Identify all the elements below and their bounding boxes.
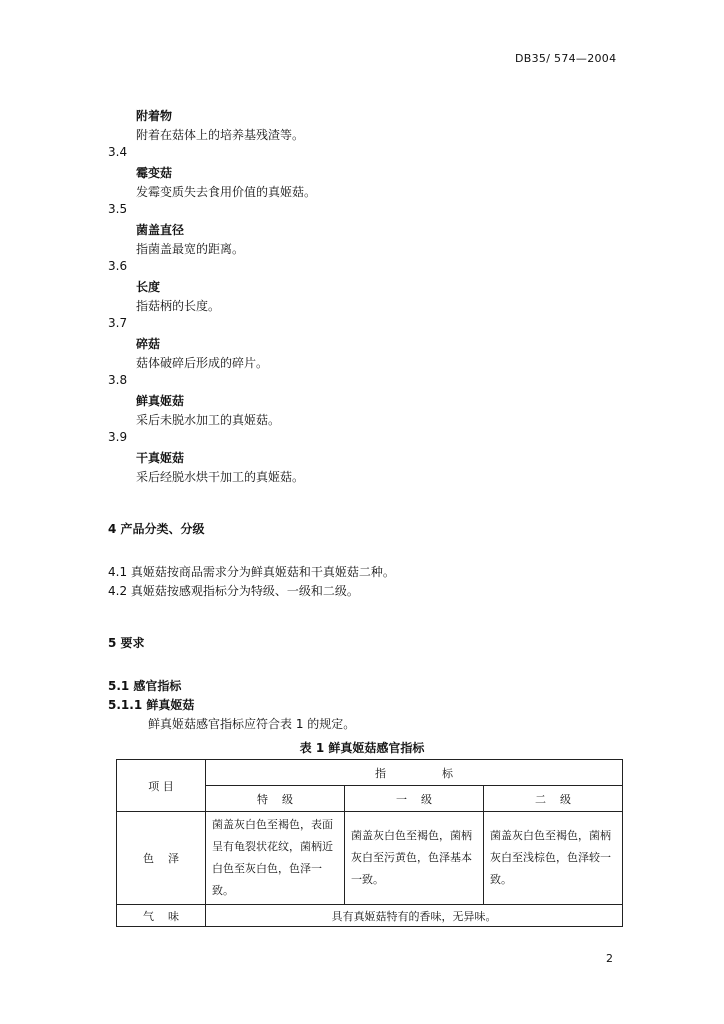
grade-header-cell: 特 级 — [206, 786, 345, 812]
table-caption: 表 1 鲜真姬菇感官指标 — [299, 741, 425, 755]
table-cell: 菌盖灰白色至褐色，表面呈有龟裂状花纹，菌柄近白色至灰白色，色泽一致。 — [206, 812, 345, 905]
term-title: 碎菇 — [136, 337, 161, 351]
term-title: 干真姬菇 — [136, 451, 185, 465]
term-title: 菌盖直径 — [136, 223, 185, 237]
grade-header-cell: 二 级 — [484, 786, 623, 812]
row-label-cell: 气 味 — [117, 905, 206, 927]
page-number: 2 — [606, 952, 613, 965]
item-header-cell: 项 目 — [117, 760, 206, 812]
term-definition: 菇体破碎后形成的碎片。 — [136, 356, 269, 370]
clause-number: 3.8 — [108, 373, 128, 387]
table-row — [117, 812, 623, 905]
index-header-cell: 指 标 — [206, 760, 623, 786]
term-title: 附着物 — [136, 109, 173, 123]
clause-number: 3.7 — [108, 316, 128, 330]
term-title: 长度 — [136, 280, 161, 294]
section-heading: 5 要求 — [108, 636, 145, 650]
sensory-index-table — [116, 759, 623, 927]
clause-number: 3.6 — [108, 259, 128, 273]
table-row — [117, 905, 623, 927]
term-definition: 附着在菇体上的培养基残渣等。 — [136, 128, 305, 142]
clause-number: 3.9 — [108, 430, 128, 444]
table-cell: 菌盖灰白色至褐色，菌柄灰白至污黄色，色泽基本一致。 — [345, 812, 484, 905]
section-heading: 4 产品分类、分级 — [108, 522, 205, 536]
subsection-heading: 5.1.1 鲜真姬菇 — [108, 698, 195, 712]
document-code: DB35/ 574—2004 — [515, 52, 617, 65]
table-cell: 具有真姬菇特有的香味，无异味。 — [206, 905, 623, 927]
term-title: 鲜真姬菇 — [136, 394, 185, 408]
term-definition: 发霉变质失去食用价值的真姬菇。 — [136, 185, 317, 199]
term-definition: 采后经脱水烘干加工的真姬菇。 — [136, 470, 305, 484]
term-definition: 采后未脱水加工的真姬菇。 — [136, 413, 281, 427]
subsection-heading: 5.1 感官指标 — [108, 679, 182, 693]
term-definition: 指菌盖最宽的距离。 — [136, 242, 245, 256]
grade-header-cell: 一 级 — [345, 786, 484, 812]
table-cell: 菌盖灰白色至褐色，菌柄灰白至浅棕色，色泽较一致。 — [484, 812, 623, 905]
clause-text: 4.2 真姬菇按感观指标分为特级、一级和二级。 — [108, 584, 359, 598]
term-title: 霉变菇 — [136, 166, 173, 180]
clause-text: 鲜真姬菇感官指标应符合表 1 的规定。 — [148, 717, 356, 731]
clause-number: 3.4 — [108, 145, 128, 159]
row-label-cell: 色 泽 — [117, 812, 206, 905]
table-row — [117, 760, 623, 786]
clause-text: 4.1 真姬菇按商品需求分为鲜真姬菇和干真姬菇二种。 — [108, 565, 395, 579]
term-definition: 指菇柄的长度。 — [136, 299, 221, 313]
clause-number: 3.5 — [108, 202, 128, 216]
